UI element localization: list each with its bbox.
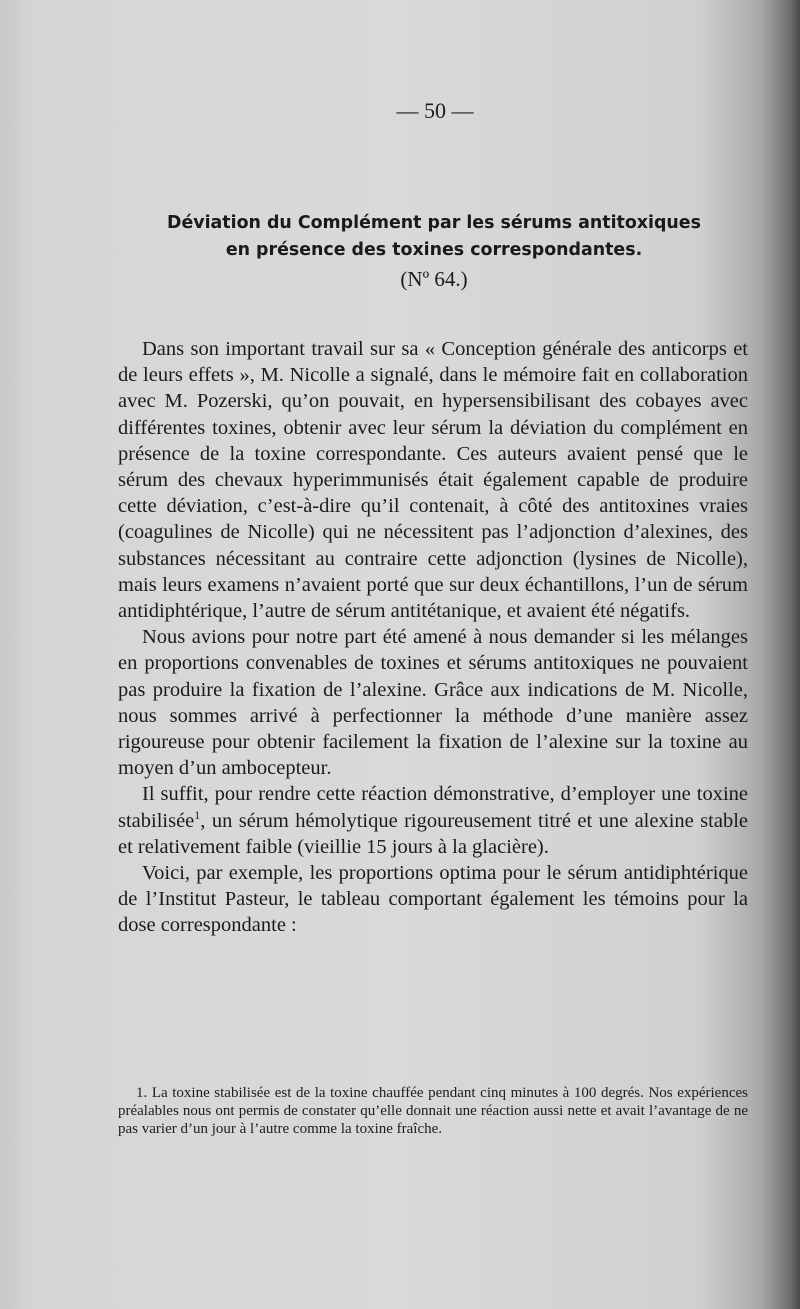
footnote: 1. La toxine stabilisée est de la toxine chauffée pendant cinq minutes à 100 degrés. Nos expériences préalables nous ont permis de constater qu’elle donnait une réaction aussi nette et avait l’avantage de ne pas varier d’un jour à l’autre comme la toxine fraîche. [118, 1085, 748, 1137]
paragraph-1: Dans son important travail sur sa « Conception générale des anticorps et de leurs effets », M. Nicolle a signalé, dans le mémoire fait en collaboration avec M. Pozerski, qu’on pouvait, en hypersensibilisant des cobayes avec différentes toxines, obtenir avec leur sérum la déviation du complément en présence de la toxine correspondante. Ces auteurs avaient pensé que le sérum des chevaux hyperimmunisés était également capable de produire cette déviation, c’est-à-dire qu’il contenait, à côté des antitoxines vraies (coagulines de Nicolle) qui ne nécessitent pas l’adjonction d’alexines, des substances nécessitant au contraire cette adjonction (lysines de Nicolle), mais leurs examens n’avaient porté que sur deux échantillons, l’un de sérum antidiphtérique, l’autre de sérum antitétanique, et avaient été négatifs. [118, 338, 748, 623]
footnote-reference-mark: 1 [194, 807, 201, 822]
paragraph-3-start: Il suffit, pour rendre cette réaction démonstrative, d’employer une toxine stabilisée [118, 783, 748, 832]
section-heading [120, 210, 748, 293]
page-number: — 50 — [396, 98, 474, 123]
paragraph-2: Nous avions pour notre part été amené à nous demander si les mélanges en proportions convenables de toxines et sérums antitoxiques ne pouvaient pas produire la fixation de l’alexine. Grâce aux indications de M. Nicolle, nous sommes arrivé à perfectionner la méthode d’une manière assez rigoureuse pour obtenir facilement la fixation de l’alexine sur la toxine au moyen d’un ambocepteur. [118, 626, 748, 780]
heading-reference-number: (Nº 64.) [400, 267, 468, 291]
heading-line-2: en présence des toxines correspondantes. [225, 240, 643, 260]
heading-line-1: Déviation du Complément par les sérums antitoxiques [167, 213, 701, 233]
paragraph-3-end: , un sérum hémolytique rigoureusement titré et une alexine stable et relativement faible (vieillie 15 jours à la glacière). [118, 809, 748, 858]
body-text [118, 336, 748, 939]
paragraph-3 [118, 781, 748, 860]
paragraph-4: Voici, par exemple, les proportions optima pour le sérum antidiphtérique de l’Institut Pasteur, le tableau comportant également les témoins pour la dose correspondante : [118, 862, 748, 937]
